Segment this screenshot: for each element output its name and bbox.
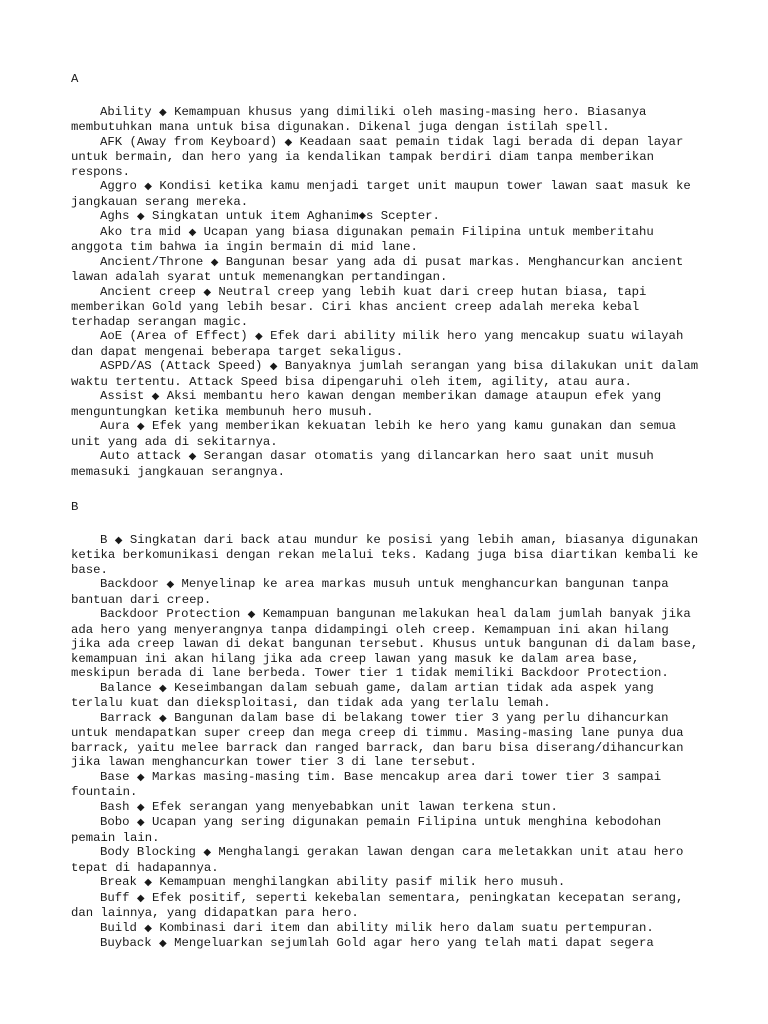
diamond-separator-icon: ◆: [254, 331, 263, 342]
glossary-definition: Bangunan dalam base di belakang tower tier 3 yang perlu dihancurkan untuk mendapatkan super creep dan mega creep di timmu. Masing-masing lane punya dua barrack, yaitu melee barrack dan ranged barrack, dan baru bisa diserang/dihancurkan jika lawan menghancurkan tower tier 3 di lane tersebut.: [71, 710, 684, 769]
glossary-definition: Kemampuan menghilangkan ability pasif milik hero musuh.: [159, 875, 566, 889]
diamond-separator-icon: ◆: [159, 712, 167, 724]
glossary-entry: [71, 359, 701, 389]
diamond-separator-icon: ◆: [159, 106, 167, 118]
glossary-entry: [71, 891, 701, 921]
diamond-separator-icon: ◆: [203, 286, 212, 298]
glossary-term: Backdoor Protection: [100, 607, 241, 621]
diamond-separator-icon: ◆: [136, 421, 145, 432]
glossary-entry: [71, 179, 701, 209]
glossary-definition: Keseimbangan dalam sebuah game, dalam artian tidak ada aspek yang terlalu kuat dan dieksploitasi, dan tidak ada yang terlalu lemah.: [71, 680, 654, 710]
diamond-separator-icon: ◆: [188, 451, 197, 462]
glossary-entry: [71, 875, 701, 891]
diamond-separator-icon: ◆: [136, 892, 145, 904]
section-spacer: [71, 515, 701, 533]
glossary-entry: [71, 936, 701, 952]
glossary-entry: [71, 329, 701, 359]
glossary-term: Ako tra mid: [100, 224, 182, 239]
glossary-term: Build: [100, 920, 137, 935]
glossary-definition: Menyelinap ke area markas musuh untuk menghancurkan bangunan tanpa bantuan dari creep.: [71, 577, 669, 607]
glossary-term: Barrack: [100, 710, 152, 725]
glossary-term: Bash: [100, 799, 130, 814]
glossary-term: Ancient/Throne: [100, 254, 204, 269]
glossary-term: Backdoor: [100, 577, 160, 591]
diamond-separator-icon: ◆: [136, 771, 145, 783]
glossary-entry: [71, 135, 701, 180]
glossary-entry: [71, 711, 701, 770]
glossary-definition: Kemampuan khusus yang dimiliki oleh masing-masing hero. Biasanya membutuhkan mana untuk bisa digunakan. Dikenal juga dengan istilah spell.: [71, 104, 647, 134]
diamond-separator-icon: ◆: [144, 877, 152, 888]
glossary-definition: Menghalangi gerakan lawan dengan cara meletakkan unit atau hero tepat di hadapannya.: [71, 845, 684, 875]
glossary-definition: Kombinasi dari item dan ability milik hero dalam suatu pertempuran.: [159, 920, 654, 935]
diamond-separator-icon: ◆: [247, 609, 256, 620]
glossary-term: AFK (Away from Keyboard): [100, 134, 278, 149]
diamond-separator-icon: ◆: [284, 136, 293, 148]
glossary-entry: [71, 577, 701, 607]
glossary-term: Base: [100, 769, 130, 784]
glossary-term: Assist: [100, 389, 145, 403]
glossary-entry: [71, 800, 701, 816]
glossary-definition: Efek dari ability milik hero yang mencakup suatu wilayah dan dapat mengenai beberapa target sekaligus.: [71, 329, 684, 359]
glossary-definition: Efek serangan yang menyebabkan unit lawan terkena stun.: [152, 799, 558, 814]
glossary-definition: Efek positif, seperti kekebalan sementara, peningkatan kecepatan serang, dan lainnya, yang didapatkan para hero.: [71, 890, 684, 920]
glossary-entry: [71, 225, 701, 255]
glossary-definition: Keadaan saat pemain tidak lagi berada di depan layar untuk bermain, dan hero yang ia kendalikan tampak berdiri diam tanpa memberikan respons.: [71, 134, 684, 179]
glossary-definition: Banyaknya jumlah serangan yang bisa dilakukan unit dalam waktu tertentu. Attack Speed bisa dipengaruhi oleh item, agility, atau aura.: [71, 359, 699, 389]
glossary-entry: [71, 921, 701, 937]
glossary-term: Buff: [100, 890, 130, 905]
glossary-definition: Singkatan dari back atau mundur ke posisi yang lebih aman, biasanya digunakan ketika berkomunikasi dengan rekan melalui teks. Kadang juga bisa diartikan kembali ke base.: [71, 532, 699, 577]
glossary-sections: [71, 72, 701, 952]
section-spacer: [71, 479, 701, 500]
glossary-entry: [71, 419, 701, 449]
diamond-separator-icon: ◆: [136, 801, 145, 813]
glossary-entry: [71, 815, 701, 845]
diamond-separator-icon: ◆: [136, 817, 145, 828]
glossary-definition: Ucapan yang biasa digunakan pemain Filipina untuk memberitahu anggota tim bahwa ia ingin bermain di mid lane.: [71, 224, 654, 254]
glossary-definition: Serangan dasar otomatis yang dilancarkan hero saat unit musuh memasuki jangkauan serangnya.: [71, 449, 654, 479]
diamond-separator-icon: ◆: [159, 938, 167, 949]
section-letter-heading: A: [71, 72, 79, 86]
glossary-definition: Kemampuan bangunan melakukan heal dalam jumlah banyak jika ada hero yang menyerangnya tanpa didampingi oleh creep. Kemampuan ini akan hilang jika ada creep lawan di dekat bangunan tersebut. Khusus untuk bangunan di dalam base, kemampuan ini akan hilang jika ada creep lawan yang masuk ke dalam area base, meskipun berada di lane berbeda. Tower tier 1 tidak memiliki Backdoor Protection.: [71, 607, 699, 680]
glossary-entry: [71, 681, 701, 711]
section-spacer: [71, 87, 701, 105]
glossary-entry: [71, 105, 701, 135]
glossary-term: Aura: [100, 419, 130, 433]
glossary-term: Balance: [100, 680, 152, 695]
glossary-term: AoE (Area of Effect): [100, 329, 248, 343]
section-letter-heading: B: [71, 500, 79, 514]
glossary-term: Buyback: [100, 936, 152, 950]
glossary-entry: [71, 389, 701, 419]
glossary-term: Aghs: [100, 209, 130, 223]
glossary-definition: Bangunan besar yang ada di pusat markas. Menghancurkan ancient lawan adalah syarat untuk memenangkan pertandingan.: [71, 254, 684, 284]
glossary-term: Break: [100, 875, 137, 889]
glossary-definition: Aksi membantu hero kawan dengan memberikan damage ataupun efek yang menguntungkan ketika membunuh hero musuh.: [71, 389, 662, 419]
glossary-entry: [71, 607, 701, 681]
glossary-entry: [71, 209, 701, 225]
diamond-separator-icon: ◆: [159, 682, 167, 694]
glossary-definition: Efek yang memberikan kekuatan lebih ke hero yang kamu gunakan dan semua unit yang ada di sekitarnya.: [71, 419, 676, 449]
glossary-definition: Markas masing-masing tim. Base mencakup area dari tower tier 3 sampai fountain.: [71, 769, 662, 799]
glossary-entry: [71, 533, 701, 578]
glossary-definition: Mengeluarkan sejumlah Gold agar hero yang telah mati dapat segera: [174, 936, 654, 950]
diamond-separator-icon: ◆: [269, 361, 278, 372]
diamond-separator-icon: ◆: [210, 256, 219, 268]
glossary-entry: [71, 770, 701, 800]
glossary-definition: Singkatan untuk item Aghanim◆s Scepter.: [152, 209, 440, 223]
glossary-definition: Neutral creep yang lebih kuat dari creep hutan biasa, tapi memberikan Gold yang lebih besar. Ciri khas ancient creep adalah mereka kebal terhadap serangan magic.: [71, 284, 647, 329]
glossary-entry: [71, 255, 701, 285]
glossary-entry: [71, 845, 701, 875]
glossary-term: Body Blocking: [100, 845, 196, 859]
diamond-separator-icon: ◆: [188, 226, 197, 238]
diamond-separator-icon: ◆: [136, 211, 145, 222]
glossary-term: Auto attack: [100, 449, 182, 463]
diamond-separator-icon: ◆: [151, 391, 160, 402]
glossary-term: Ancient creep: [100, 284, 196, 299]
glossary-term: Aggro: [100, 179, 137, 193]
glossary-definition: Kondisi ketika kamu menjadi target unit maupun tower lawan saat masuk ke jangkauan serang mereka.: [71, 179, 691, 209]
glossary-term: B: [100, 532, 108, 547]
diamond-separator-icon: ◆: [144, 181, 152, 192]
glossary-entry: [71, 285, 701, 330]
document-page: [71, 72, 701, 952]
diamond-separator-icon: ◆: [166, 579, 175, 590]
glossary-definition: Ucapan yang sering digunakan pemain Filipina untuk menghina kebodohan pemain lain.: [71, 815, 662, 845]
glossary-term: ASPD/AS (Attack Speed): [100, 359, 263, 373]
glossary-term: Ability: [100, 104, 152, 119]
diamond-separator-icon: ◆: [114, 534, 123, 546]
diamond-separator-icon: ◆: [203, 847, 212, 858]
diamond-separator-icon: ◆: [144, 922, 152, 934]
glossary-entry: [71, 449, 701, 479]
glossary-term: Bobo: [100, 815, 130, 829]
